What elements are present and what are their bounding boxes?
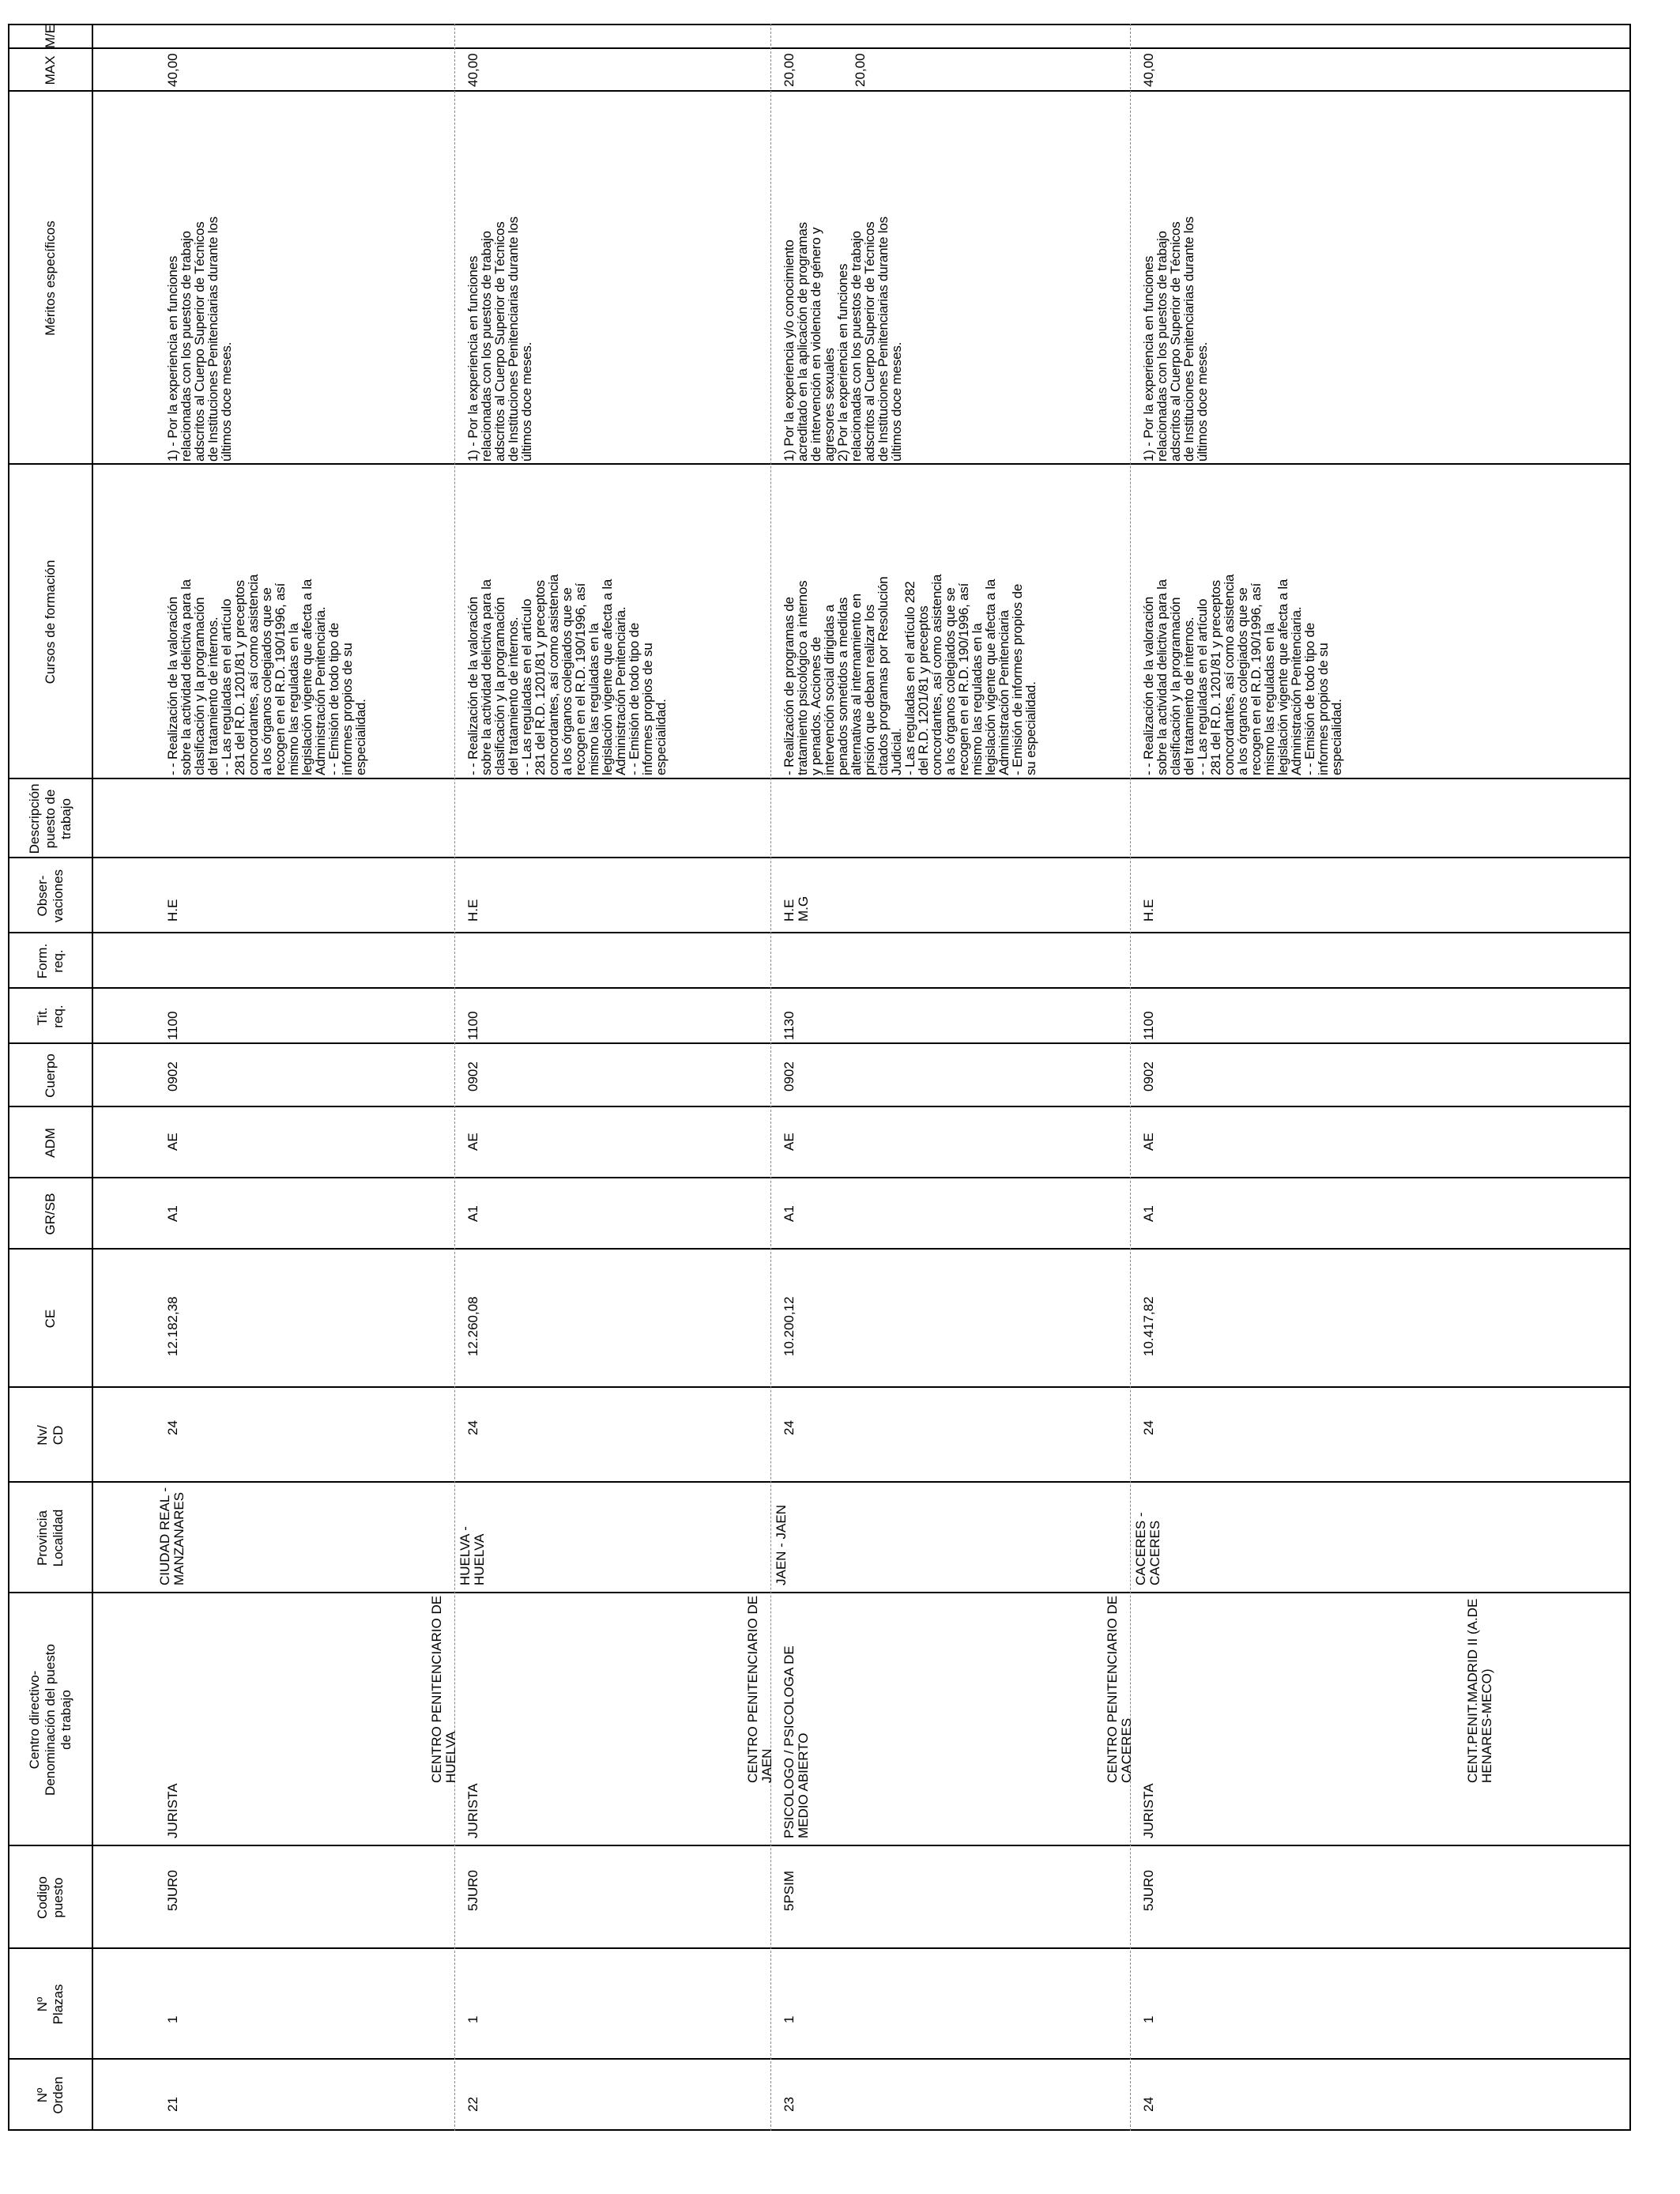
max-value: 40,00 — [465, 53, 480, 87]
column-rule-ce — [8, 1386, 1631, 1388]
column-rule-descripcion — [8, 857, 1631, 858]
centro-header-value: CENTRO PENITENCIARIO DE HUELVA — [429, 1595, 458, 1783]
header-codigo: Codigo puesto — [35, 1876, 66, 1919]
grupo-value: A1 — [782, 1205, 797, 1222]
header-ce: CE — [43, 1309, 58, 1329]
header-grupo: GR/SB — [43, 1193, 58, 1235]
column-rule-nivel — [8, 1481, 1631, 1483]
header-descripcion: Descripción puesto de trabajo — [27, 783, 73, 854]
meritos-value: 1) Por la experiencia y/o conocimiento acreditado en la aplicación de programas de intervención en violencia de género y agresores sexuales 2) Por la experiencia en funciones relacionadas con los puestos de trabajo adscritos al Cuerpo Superior de Técnicos de Instituciones Penitenciarias durante los últimos doce meses. — [782, 217, 904, 462]
column-rule-grupo — [8, 1248, 1631, 1250]
grupo-value: A1 — [165, 1205, 180, 1222]
adm-value: AE — [465, 1133, 480, 1151]
orden-value: 24 — [1141, 2097, 1156, 2112]
header-cursos: Cursos de formación — [43, 560, 58, 684]
puesto-value: JURISTA — [165, 1783, 180, 1838]
adm-value: AE — [1141, 1133, 1156, 1151]
column-rule-provincia — [8, 1592, 1631, 1593]
observaciones-value: H.E — [1141, 899, 1156, 922]
meritos-value: 1) - Por la experiencia en funciones relacionadas con los puestos de trabajo adscritos al Cuerpo Superior de Técnicos de Instituciones Penitenciarias durante los últimos doce meses. — [465, 217, 534, 462]
nivel-value: 24 — [1141, 1420, 1156, 1435]
header-rule — [92, 24, 93, 2131]
descripcion-value: - Realización de programas de tratamiento psicológico a internos y penados. Acciones de intervención social dirigidas a penados sometidos a medidas alternativas al internamiento en prisión que deban realizar los citados programas por Resolución Judicial. - Las reguladas en el artículo 282 del R.D. 1201/81 y preceptos concordantes, así como asistencia a los órganos colegiados que se recogen en el R.D. 190/1996, así mismo las reguladas en la legislación vigente que afecta a la Administración Penitenciaria - Emisión de informes propios de su especialidad. — [782, 574, 1038, 775]
header-orden: Nº Orden — [35, 2076, 66, 2114]
codigo-value: 5JUR0 — [1141, 1870, 1156, 1911]
nivel-value: 24 — [165, 1420, 180, 1435]
descripcion-value: - - Realización de la valoración sobre la actividad delictiva para la clasificación y la programación del tratamiento de internos. - - Las reguladas en el artículo 281 del R.D. 1201/81 y preceptos concordantes, así como asistencia a los órganos colegiados que se recogen en el R.D. 190/1996, así mismo las reguladas en la legislación vigente que afecta a la Administración Penitenciaria. - - Emisión de todo tipo de informes propios de su especialidad. — [465, 574, 669, 775]
observaciones-value: H.E — [465, 899, 480, 922]
cuerpo-value: 0902 — [165, 1061, 180, 1091]
cuerpo-value: 0902 — [1141, 1061, 1156, 1091]
header-observaciones: Obser- vaciones — [35, 869, 66, 923]
header-cuerpo: Cuerpo — [43, 1054, 58, 1098]
column-rule-cuerpo — [8, 1106, 1631, 1107]
header-formacion: Form. req. — [35, 943, 66, 979]
nivel-value: 24 — [782, 1420, 797, 1435]
max-value: 40,00 — [1141, 53, 1156, 87]
observaciones-value: H.E — [165, 899, 180, 922]
titulacion-value: 1130 — [782, 1011, 797, 1040]
codigo-value: 5PSIM — [782, 1870, 797, 1911]
header-adm: ADM — [43, 1128, 58, 1158]
orden-value: 22 — [465, 2097, 480, 2112]
header-plazas: Nº Plazas — [35, 1984, 66, 2025]
plazas-value: 1 — [782, 2015, 797, 2023]
column-rule-me — [8, 47, 1631, 49]
column-rule-codigo — [8, 1947, 1631, 1949]
ce-value: 10.417,82 — [1141, 1296, 1156, 1356]
cuerpo-value: 0902 — [465, 1061, 480, 1091]
ce-value: 12.260,08 — [465, 1296, 480, 1356]
provincia-value: HUELVA - HUELVA — [458, 1526, 487, 1585]
column-rule-adm — [8, 1177, 1631, 1178]
orden-value: 23 — [782, 2097, 797, 2112]
grupo-value: A1 — [1141, 1205, 1156, 1222]
orden-value: 21 — [165, 2097, 180, 2112]
header-provincia: Provincia Localidad — [35, 1509, 66, 1567]
column-rule-plazas — [8, 2058, 1631, 2060]
codigo-value: 5JUR0 — [165, 1870, 180, 1911]
row-separator — [1130, 24, 1131, 2131]
column-rule-titulacion — [8, 1042, 1631, 1044]
descripcion-value: - - Realización de la valoración sobre la actividad delictiva para la clasificación y la programación del tratamiento de internos. - - Las reguladas en el artículo 281 del R.D. 1201/81 y preceptos concordantes, así como asistencia a los órganos colegiados que se recogen en el R.D. 190/1996, así mismo las reguladas en la legislación vigente que afecta a la Administración Penitenciaria. - - Emisión de todo tipo de informes propios de su especialidad. — [165, 574, 368, 775]
centro-header-value: CENTRO PENITENCIARIO DE CACERES — [1105, 1595, 1134, 1783]
row-separator — [454, 24, 455, 2131]
header-nivel: Nv/ CD — [35, 1425, 66, 1446]
provincia-value: CACERES - CACERES — [1133, 1512, 1162, 1585]
header-max: MAX — [43, 55, 58, 85]
column-rule-observaciones — [8, 932, 1631, 933]
puesto-value: PSICOLOGO / PSICOLOGA DE MEDIO ABIERTO — [782, 1646, 811, 1838]
centro-header-value: CENTRO PENITENCIARIO DE JAEN — [745, 1595, 774, 1783]
header-titulacion: Tit. req. — [35, 1005, 66, 1028]
row-separator — [770, 24, 771, 2131]
puesto-value: JURISTA — [465, 1783, 480, 1838]
ce-value: 12.182,38 — [165, 1296, 180, 1356]
header-meritos: Méritos específicos — [43, 221, 58, 336]
max2-value: 20,00 — [853, 53, 868, 87]
nivel-value: 24 — [465, 1420, 480, 1435]
header-centro: Centro directivo- Denominación del puesto de trabajo — [27, 1644, 73, 1796]
plazas-value: 1 — [465, 2015, 480, 2023]
titulacion-value: 1100 — [465, 1011, 480, 1040]
observaciones-value: H.E M.G — [782, 895, 811, 922]
column-rule-cursos — [8, 778, 1631, 779]
plazas-value: 1 — [165, 2015, 180, 2023]
max-value: 20,00 — [782, 53, 797, 87]
plazas-value: 1 — [1141, 2015, 1156, 2023]
column-rule-formacion — [8, 987, 1631, 989]
provincia-value: CIUDAD REAL - MANZANARES — [157, 1487, 186, 1585]
descripcion-value: - - Realización de la valoración sobre la actividad delictiva para la clasificación y la programación del tratamiento de internos. - - Las reguladas en el artículo 281 del R.D. 1201/81 y preceptos concordantes, así como asistencia a los órganos colegiados que se recogen en el R.D. 190/1996, así mismo las reguladas en la legislación vigente que afecta a la Administración Penitenciaria. - - Emisión de todo tipo de informes propios de su especialidad. — [1141, 574, 1344, 775]
puesto-value: JURISTA — [1141, 1783, 1156, 1838]
grupo-value: A1 — [465, 1205, 480, 1222]
adm-value: AE — [782, 1133, 797, 1151]
meritos-value: 1) - Por la experiencia en funciones relacionadas con los puestos de trabajo adscritos al Cuerpo Superior de Técnicos de Instituciones Penitenciarias durante los últimos doce meses. — [165, 217, 234, 462]
titulacion-value: 1100 — [165, 1011, 180, 1040]
provincia-value: JAEN - JAEN — [774, 1504, 789, 1585]
codigo-value: 5JUR0 — [465, 1870, 480, 1911]
cuerpo-value: 0902 — [782, 1061, 797, 1091]
header-me: M/E — [43, 24, 58, 49]
titulacion-value: 1100 — [1141, 1011, 1156, 1040]
footer-centro-value: CENT.PENIT.MADRID II (A.DE HENARES-MECO) — [1465, 1598, 1494, 1783]
ce-value: 10.200,12 — [782, 1296, 797, 1356]
meritos-value: 1) - Por la experiencia en funciones relacionadas con los puestos de trabajo adscritos al Cuerpo Superior de Técnicos de Instituciones Penitenciarias durante los últimos doce meses. — [1141, 217, 1210, 462]
max-value: 40,00 — [165, 53, 180, 87]
adm-value: AE — [165, 1133, 180, 1151]
column-rule-centro — [8, 1845, 1631, 1846]
